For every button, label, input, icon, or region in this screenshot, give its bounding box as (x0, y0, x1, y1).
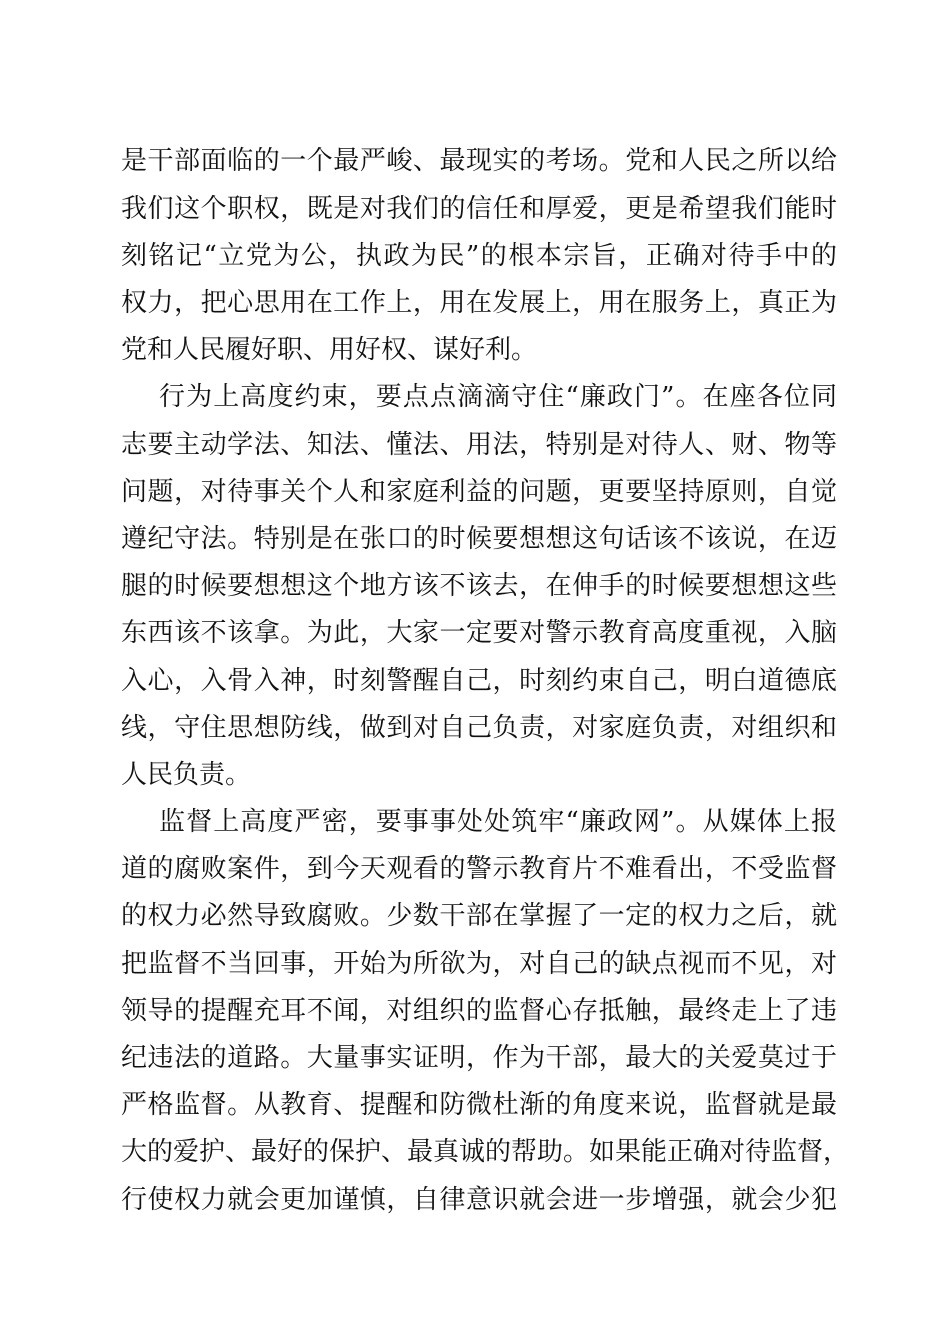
text-line: 道的腐败案件，到今天观看的警示教育片不难看出，不受监督 (121, 854, 837, 884)
text-line: 把监督不当回事，开始为所欲为，对自己的缺点视而不见，对 (121, 949, 837, 979)
paragraph-first-line: 监督上高度严密，要事事处处筑牢“廉政网”。从媒体上报 (159, 807, 837, 837)
text-line: 我们这个职权，既是对我们的信任和厚爱，更是希望我们能时 (121, 194, 837, 224)
text-line: 遵纪守法。特别是在张口的时候要想想这句话该不该说，在迈 (121, 524, 837, 554)
text-line: 行使权力就会更加谨慎，自律意识就会进一步增强，就会少犯 (121, 1185, 837, 1215)
text-line: 问题，对待事关个人和家庭利益的问题，更要坚持原则，自觉 (121, 477, 837, 507)
text-line: 纪违法的道路。大量事实证明，作为干部，最大的关爱莫过于 (121, 1043, 837, 1073)
text-line: 入心，入骨入神，时刻警醒自己，时刻约束自己，明白道德底 (121, 666, 837, 696)
text-line: 是干部面临的一个最严峻、最现实的考场。党和人民之所以给 (121, 146, 837, 176)
text-line: 线，守住思想防线，做到对自己负责，对家庭负责，对组织和 (121, 713, 837, 743)
text-line: 的权力必然导致腐败。少数干部在掌握了一定的权力之后，就 (121, 901, 837, 931)
text-line: 志要主动学法、知法、懂法、用法，特别是对待人、财、物等 (121, 430, 837, 460)
text-line: 刻铭记“立党为公，执政为民”的根本宗旨，正确对待手中的 (121, 241, 837, 271)
text-line: 东西该不该拿。为此，大家一定要对警示教育高度重视，入脑 (121, 618, 837, 648)
paragraph-first-line: 行为上高度约束，要点点滴滴守住“廉政门”。在座各位同 (159, 382, 837, 412)
text-line: 严格监督。从教育、提醒和防微杜渐的角度来说，监督就是最 (121, 1090, 837, 1120)
text-line: 腿的时候要想想这个地方该不该去，在伸手的时候要想想这些 (121, 571, 837, 601)
text-line: 领导的提醒充耳不闻，对组织的监督心存抵触，最终走上了违 (121, 996, 837, 1026)
text-line: 人民负责。 (121, 760, 252, 790)
text-line: 大的爱护、最好的保护、最真诚的帮助。如果能正确对待监督， (121, 1137, 850, 1167)
text-line: 党和人民履好职、用好权、谋好利。 (121, 335, 538, 365)
text-line: 权力，把心思用在工作上，用在发展上，用在服务上，真正为 (121, 288, 837, 318)
